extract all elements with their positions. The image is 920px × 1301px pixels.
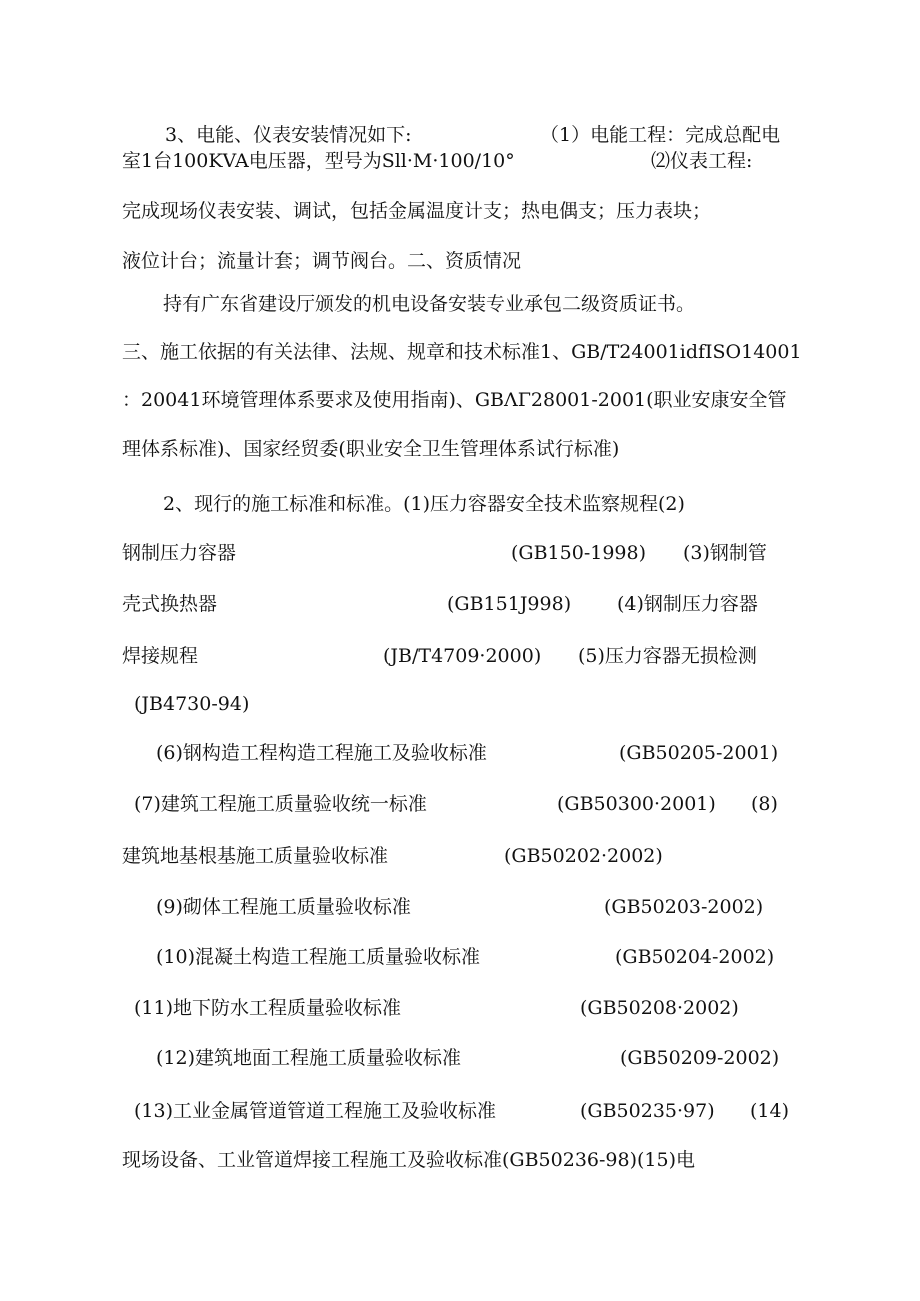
text-line: （1）电能工程：完成总配电 <box>540 124 781 146</box>
text-line: 焊接规程 <box>122 645 199 667</box>
text-line: 现场设备、工业管道焊接工程施工及验收标准(GB50236-98)(15)电 <box>122 1149 696 1171</box>
text-line: (GB150-1998) <box>511 542 647 564</box>
text-line: (GB50205-2001) <box>619 742 779 764</box>
text-line: 2、现行的施工标准和标准。(1)压力容器安全技术监察规程(2) <box>163 493 685 515</box>
text-line: (3)钢制管 <box>683 542 767 564</box>
text-line: (GB50208·2002) <box>580 997 739 1019</box>
text-line: (8) <box>751 793 778 815</box>
text-line: (GB50203-2002) <box>604 896 764 918</box>
text-line: (GB151J998) <box>447 593 572 615</box>
text-line: 三、施工依据的有关法律、法规、规章和技术标准1、GB/T24001idfISO14001 <box>122 341 802 363</box>
text-line: (5)压力容器无损检测 <box>578 645 757 667</box>
text-line: (12)建筑地面工程施工质量验收标准 <box>156 1047 462 1069</box>
text-line: (GB50204-2002) <box>615 946 775 968</box>
text-line: 壳式换热器 <box>122 593 218 615</box>
text-line: 液位计台；流量计套；调节阀台。二、资质情况 <box>122 250 522 272</box>
text-line: 室1台100KVA电压器，型号为Sll·M·100/10° <box>122 150 515 172</box>
text-line: 3、电能、仪表安装情况如下: <box>165 124 412 146</box>
text-line: 理体系标准)、国家经贸委(职业安全卫生管理体系试行标准) <box>122 438 620 460</box>
text-line: (7)建筑工程施工质量验收统一标准 <box>134 793 427 815</box>
text-line: (GB50202·2002) <box>504 845 663 867</box>
text-line: 持有广东省建设厅颁发的机电设备安装专业承包二级资质证书。 <box>163 293 696 315</box>
text-line: (GB50300·2001) <box>557 793 716 815</box>
text-line: (GB50209-2002) <box>620 1047 780 1069</box>
text-line: ：20041环境管理体系要求及使用指南)、GBΛΓ28001-2001(职业安康安全管 <box>122 389 787 411</box>
text-line: (14) <box>750 1100 790 1122</box>
text-line: (11)地下防水工程质量验收标准 <box>134 997 402 1019</box>
text-line: (4)钢制压力容器 <box>617 593 758 615</box>
text-line: 钢制压力容器 <box>122 542 237 564</box>
text-line: (13)工业金属管道管道工程施工及验收标准 <box>134 1100 497 1122</box>
text-line: (10)混凝土构造工程施工质量验收标准 <box>156 946 481 968</box>
text-line: (JB4730-94) <box>134 693 250 715</box>
text-line: (6)钢构造工程构造工程施工及验收标准 <box>156 742 487 764</box>
text-line: 建筑地基根基施工质量验收标准 <box>122 845 389 867</box>
text-line: (GB50235·97) <box>580 1100 715 1122</box>
text-line: (9)砌体工程施工质量验收标准 <box>156 896 411 918</box>
text-line: ⑵仪表工程: <box>651 150 753 172</box>
text-line: 完成现场仪表安装、调试，包括金属温度计支；热电偶支；压力表块； <box>122 200 712 222</box>
text-line: (JB/T4709·2000) <box>383 645 542 667</box>
